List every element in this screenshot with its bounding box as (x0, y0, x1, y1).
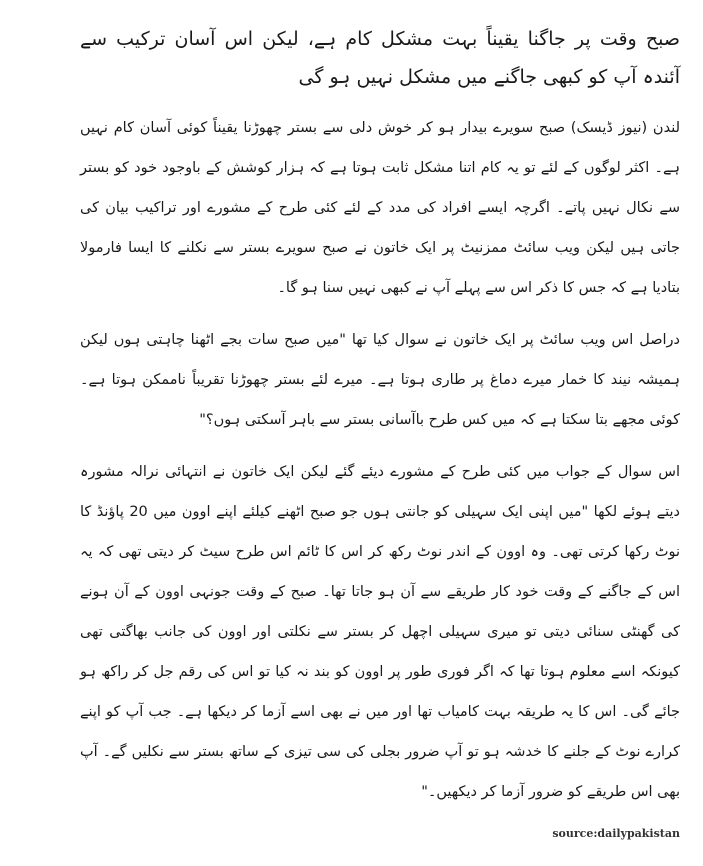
article-paragraph: لندن (نیوز ڈیسک) صبح سویرے بیدار ہو کر خوش دلی سے بستر چھوڑنا یقیناً کوئی آسان کام نہیں ہے۔ اکثر لوگوں کے لئے تو یہ کام اتنا مشکل ثابت ہوتا ہے کہ ہزار کوشش کے باوجود خود کو بستر سے نکال نہیں پاتے۔ اگرچہ ایسے افراد کی مدد کے لئے کئی طرح کے مشورے اور تراکیب بیان کی جاتی ہیں لیکن ویب سائٹ ممزنیٹ پر ایک خاتون نے صبح سویرے بستر سے نکلنے کا ایسا فارمولا بتادیا ہے کہ جس کا ذکر اس سے پہلے آپ نے کبھی نہیں سنا ہو گا۔ (80, 120, 680, 296)
article-paragraph: اس سوال کے جواب میں کئی طرح کے مشورے دیئے گئے لیکن ایک خاتون نے انتہائی نرالہ مشورہ دیتے ہوئے لکھا "میں اپنی ایک سہیلی کو جانتی ہوں جو صبح اٹھنے کیلئے اپنے اوون میں 20 پاؤنڈ کا نوٹ رکھا کرتی تھی۔ وہ اوون کے اندر نوٹ رکھ کر اس کا ٹائم اس طرح سیٹ کر دیتی تھی کہ یہ اس کے جاگنے کے وقت خود کار طریقے سے آن ہو جاتا تھا۔ صبح کے وقت جونہی اوون کے آن ہونے کی گھنٹی سنائی دیتی تو میری سہیلی اچھل کر بستر سے نکلتی اور اوون کی جانب بھاگتی تھی کیونکہ اسے معلوم ہوتا تھا کہ اگر فوری طور پر اوون کو بند نہ کیا تو اس کی رقم جل کر راکھ ہو جائے گی۔ اس کا یہ طریقہ بہت کامیاب تھا اور میں نے بھی اسے آزما کر دیکھا ہے۔ جب آپ کو اپنے کرارے نوٹ کے جلنے کا خدشہ ہو تو آپ ضرور بجلی کی سی تیزی کے ساتھ بستر سے نکلیں گے۔ آپ بھی اس طریقے کو ضرور آزما کر دیکھیں۔" (80, 464, 680, 800)
article-paragraph: دراصل اس ویب سائٹ پر ایک خاتون نے سوال کیا تھا "میں صبح سات بجے اٹھنا چاہتی ہوں لیکن ہمیشہ نیند کا خمار میرے دماغ پر طاری ہوتا ہے۔ میرے لئے بستر چھوڑنا تقریباً ناممکن ہوتا ہے۔ کوئی مجھے بتا سکتا ہے کہ میں کس طرح باآسانی بستر سے باہر آسکتی ہوں؟" (80, 332, 680, 428)
article (80, 20, 680, 812)
article-headline: صبح وقت پر جاگنا یقیناً بہت مشکل کام ہے، لیکن اس آسان ترکیب سے آئندہ آپ کو کبھی جاگنے میں مشکل نہیں ہو گی (80, 28, 680, 88)
source-credit: source:dailypakistan (552, 827, 680, 840)
